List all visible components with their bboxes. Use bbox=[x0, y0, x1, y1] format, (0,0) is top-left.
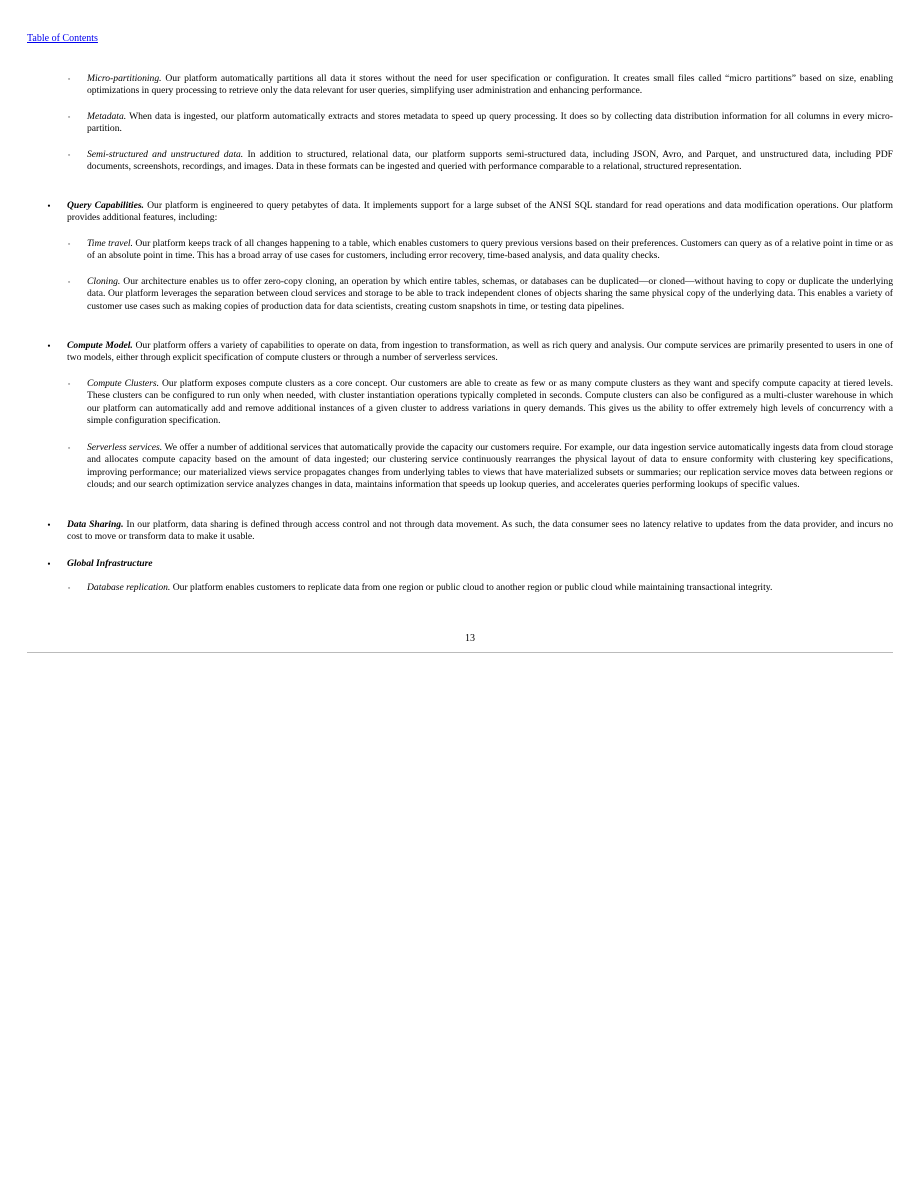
list-item-time-travel bbox=[87, 238, 893, 263]
sub-bullet-marker: ▫ bbox=[67, 444, 71, 452]
list-item-data-sharing bbox=[67, 519, 893, 544]
item-title: Global Infrastructure bbox=[67, 558, 153, 569]
item-text: Our platform exposes compute clusters as a core concept. Our customers are able to create as few or as many compute clusters as they want and specify compute capacity at tiered levels. These clusters can be configured to run only when needed, with cluster instantiation operations typically completed in seconds. Compute clusters can also be configured as a multi-cluster warehouse in which our platform can automatically add and remove additional instances of a given cluster to address variations in query demands. This gives us the ability to offer extremely high levels of concurrency with a simple configuration specification. bbox=[87, 378, 893, 427]
item-title: Time travel. bbox=[87, 238, 133, 249]
item-text: When data is ingested, our platform automatically extracts and stores metadata to speed up query processing. It does so by collecting data distribution information for all columns in every micro-partition. bbox=[87, 111, 893, 135]
sub-bullet-marker: ▫ bbox=[67, 151, 71, 159]
item-text: Our platform keeps track of all changes happening to a table, which enables customers to query previous versions based on their preferences. Customers can query as of a relative point in time or as of an absolute point in time. This has a broad array of use cases for customers, including error recovery, time-based analysis, and data quality checks. bbox=[87, 238, 893, 262]
list-item-semi-structured-data bbox=[87, 149, 893, 174]
item-title: Semi-structured and unstructured data. bbox=[87, 149, 244, 160]
item-title: Compute Clusters. bbox=[87, 378, 159, 389]
list-item-database-replication bbox=[87, 582, 893, 594]
item-title: Metadata. bbox=[87, 111, 127, 122]
bullet-marker: • bbox=[47, 341, 51, 351]
sub-bullet-marker: ▫ bbox=[67, 113, 71, 121]
sub-bullet-marker: ▫ bbox=[67, 380, 71, 388]
page-divider bbox=[27, 652, 893, 653]
item-title: Cloning. bbox=[87, 276, 121, 287]
list-item-cloning bbox=[87, 276, 893, 313]
item-title: Database replication. bbox=[87, 582, 171, 593]
sub-bullet-marker: ▫ bbox=[67, 278, 71, 286]
bullet-marker: • bbox=[47, 520, 51, 530]
item-title: Query Capabilities. bbox=[67, 200, 144, 211]
page-number: 13 bbox=[465, 633, 475, 644]
item-text: Our platform automatically partitions all data it stores without the need for user specification or configuration. It creates small files called “micro partitions” based on size, enabling optimizations in query processing to retrieve only the data relevant for user queries, simplifying user administration and enhancing performance. bbox=[87, 73, 893, 97]
item-text: Our platform enables customers to replicate data from one region or public cloud to another region or public cloud while maintaining transactional integrity. bbox=[172, 582, 773, 593]
item-text: In addition to structured, relational data, our platform supports semi-structured data, including JSON, Avro, and Parquet, and unstructured data, including PDF documents, screenshots, recordings, and images. Data in these formats can be ingested and queried with performance comparable to a relational, structured representation. bbox=[87, 149, 893, 173]
list-item-metadata bbox=[87, 111, 893, 136]
sub-bullet-marker: ▫ bbox=[67, 584, 71, 592]
item-text: In our platform, data sharing is defined through access control and not through data movement. As such, the data consumer sees no latency relative to updates from the data provider, and incurs no cost to move or transform data to make it usable. bbox=[67, 519, 893, 543]
item-text: We offer a number of additional services that automatically provide the capacity our customers require. For example, our data ingestion service automatically ingests data from cloud storage and allocates compute capacity based on the amount of data ingested; our clustering service continuously rearranges the physical layout of data to ensure conformity with clustering key specifications, improving performance; our materialized views service propagates changes from underlying tables to views that have materialized subsets or summaries; our replication service moves data between regions or clouds; and our search optimization service analyzes changes in data, maintains information that speeds up lookup queries, and accelerates queries performing lookups of specific values. bbox=[87, 442, 894, 491]
item-text: Our platform is engineered to query petabytes of data. It implements support for a large subset of the ANSI SQL standard for read operations and data modification operations. Our platform provides additional features, including: bbox=[67, 200, 893, 224]
list-item-global-infrastructure bbox=[67, 558, 893, 570]
item-text: Our architecture enables us to offer zero-copy cloning, an operation by which entire tables, schemas, or databases can be duplicated—or cloned—without having to copy or duplicate the underlying data. Our platform leverages the separation between cloud services and storage to be able to track independent clones of objects sharing the same physical copy of the underlying data. This enables a variety of customer use cases such as making copies of production data for data scientists, creating custom snapshots in time, or testing data pipelines. bbox=[87, 276, 893, 312]
sub-bullet-marker: ▫ bbox=[67, 75, 71, 83]
table-of-contents-link[interactable]: Table of Contents bbox=[27, 33, 98, 44]
sub-bullet-marker: ▫ bbox=[67, 240, 71, 248]
list-item-micro-partitioning bbox=[87, 73, 893, 98]
list-item-query-capabilities bbox=[67, 200, 893, 225]
item-title: Micro-partitioning. bbox=[87, 73, 162, 84]
bullet-marker: • bbox=[47, 201, 51, 211]
item-title: Data Sharing. bbox=[67, 519, 124, 530]
list-item-serverless-services bbox=[87, 442, 893, 492]
list-item-compute-model bbox=[67, 340, 893, 365]
bullet-marker: • bbox=[47, 559, 51, 569]
item-title: Compute Model. bbox=[67, 340, 133, 351]
list-item-compute-clusters bbox=[87, 378, 893, 428]
item-text: Our platform offers a variety of capabilities to operate on data, from ingestion to transformation, as well as rich query and analysis. Our compute services are primarily presented to users in one of two models, either through explicit specification of compute clusters or through a number of serverless services. bbox=[67, 340, 894, 364]
item-title: Serverless services. bbox=[87, 442, 163, 453]
